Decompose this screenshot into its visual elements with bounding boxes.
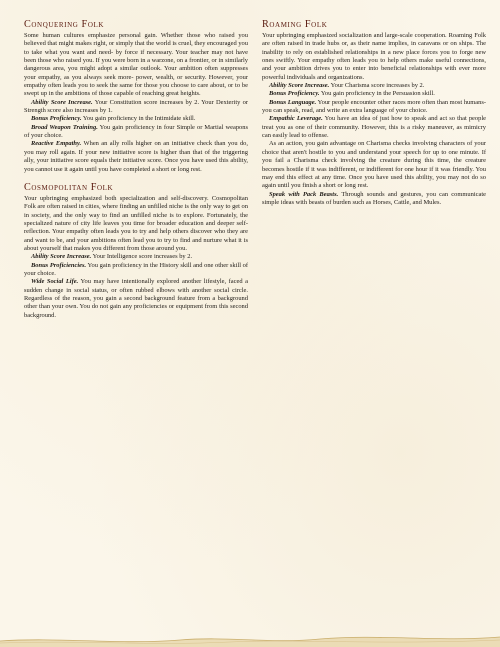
paragraph: Bonus Language. Your people encounter other races more often than most humans- you can speak, read, and write an extra language of your choice. — [262, 98, 486, 115]
paragraph: Bonus Proficiency. You gain proficiency in the Persuasion skill. — [269, 90, 435, 98]
paragraph: Your upbringing emphasized both specialization and self-discovery. Cosmopolitan Folk are often raised in cities, where finding an unfilled niche is the only way to get on in society, and the only way to find an unfilled niche is to explore. Fortunately, the specialized nature of city life leaves you time for broader education and deeper self-reflection. Your empathy often leads you to try and help others discover who they are and want to be, and your ambitions often lead you to try to find and nurture what it is about yourself that makes you different from those around you. — [24, 194, 248, 252]
feature-name: Bonus Proficiencies. — [31, 261, 87, 269]
paragraph: Bonus Proficiencies. You gain proficiency in the History skill and one other skill of your choice. — [24, 261, 249, 277]
left-column — [24, 19, 248, 320]
paragraph: Ability Score Increase. Your Intelligence score increases by 2. — [31, 253, 193, 261]
section-heading-conquering-folk: Conquering Folk — [24, 19, 105, 30]
paragraph: Your upbringing emphasized socialization and large-scale cooperation. Roaming Folk are often raised in trade hubs or, as their name implies, in caravans or on ships. The inability to rely on established relationships in a new place forces you to forge new ones swiftly. Your empathy often leads you to help others make useful connections, and your ambition drives you to enter into beneficial relationships with ever more powerful individuals and organizations. — [262, 32, 486, 81]
footer-ornament — [0, 623, 500, 647]
feature-name: Speak with Pack Beasts. — [269, 190, 339, 198]
feature-name: Ability Score Increase. — [31, 98, 93, 106]
feature-name: Broad Weapon Training. — [31, 123, 98, 131]
paragraph: Wide Social Life. You may have intentionally explored another lifestyle, faced a sudden change in social status, or often rubbed elbows with another social circle. Regardless of the reason, you gain a second background feature from a background other than your own. You do not gain any proficiencies or equipment from this second background. — [24, 278, 248, 319]
feature-name: Ability Score Increase. — [31, 253, 92, 261]
feature-name: Bonus Proficiency. — [31, 115, 82, 123]
section-heading-roaming-folk: Roaming Folk — [262, 19, 328, 30]
feature-name: Wide Social Life. — [31, 278, 79, 286]
feature-name: Empathic Leverage. — [269, 115, 323, 123]
paragraph: Some human cultures emphasize personal gain. Whether those who raised you believed that might makes right, or simply that the world is cruel, they encouraged you to take what you want and need- by force if necessary. Your teacher may not have been those who raised you. If you were born in a warzone, on a frontier, or in similarly dangerous area, you might adopt a similar outlook. Your ambition often suppresses your empathy, as you always seek more- power, wealth, or security. However, your empathy often leads you to seek the same for those you choose to care about, or to be swept up in the ambitions of those capable of reaching great heights. — [24, 32, 248, 98]
paragraph: Reactive Empathy. When an ally rolls higher on an initiative check than you do, you may roll again. If your new initiative score is higher than that of the triggering ally, your initiative score equals their initiative score. Once you have used this ability, you cannot use it again until you have completed a short or long rest. — [24, 140, 248, 173]
paragraph: Empathic Leverage. You have an idea of just how to speak and act so that people treat you as one of their community. However, this is a risky maneuver, as mimicry can easily lead to offense. — [262, 115, 486, 140]
paragraph: Speak with Pack Beasts. Through sounds and gestures, you can communicate simple ideas with beasts of burden such as Horses, Cattle, and Mules. — [262, 190, 486, 206]
feature-name: Bonus Proficiency. — [269, 90, 320, 98]
right-column — [262, 19, 486, 207]
paragraph: Ability Score Increase. Your Constitution score increases by 2. Your Dexterity or Strength score also increases by 1. — [24, 98, 249, 115]
paragraph: Ability Score Increase. Your Charisma score increases by 2. — [269, 82, 425, 90]
feature-name: Bonus Language. — [269, 98, 317, 106]
paragraph: As an action, you gain advantage on Charisma checks involving characters of your choice that aren't hostile to you and understand your speech for up to one minute. If you fail a Charisma check involving the creature during this time, the creature becomes hostile if it was indifferent, or indifferent for one hour if it was friendly. You may end this effect at any time. Once you have used this ability, you may not do so again until you finish a short or long rest. — [262, 140, 486, 190]
feature-name: Reactive Empathy. — [31, 140, 82, 148]
feature-name: Ability Score Increase. — [269, 82, 330, 90]
section-heading-cosmopolitan-folk: Cosmopolitan Folk — [24, 181, 114, 193]
paragraph: Broad Weapon Training. You gain proficiency in four Simple or Martial weapons of your choice. — [24, 123, 248, 140]
paragraph: Bonus Proficiency. You gain proficiency in the Intimidate skill. — [31, 115, 196, 123]
